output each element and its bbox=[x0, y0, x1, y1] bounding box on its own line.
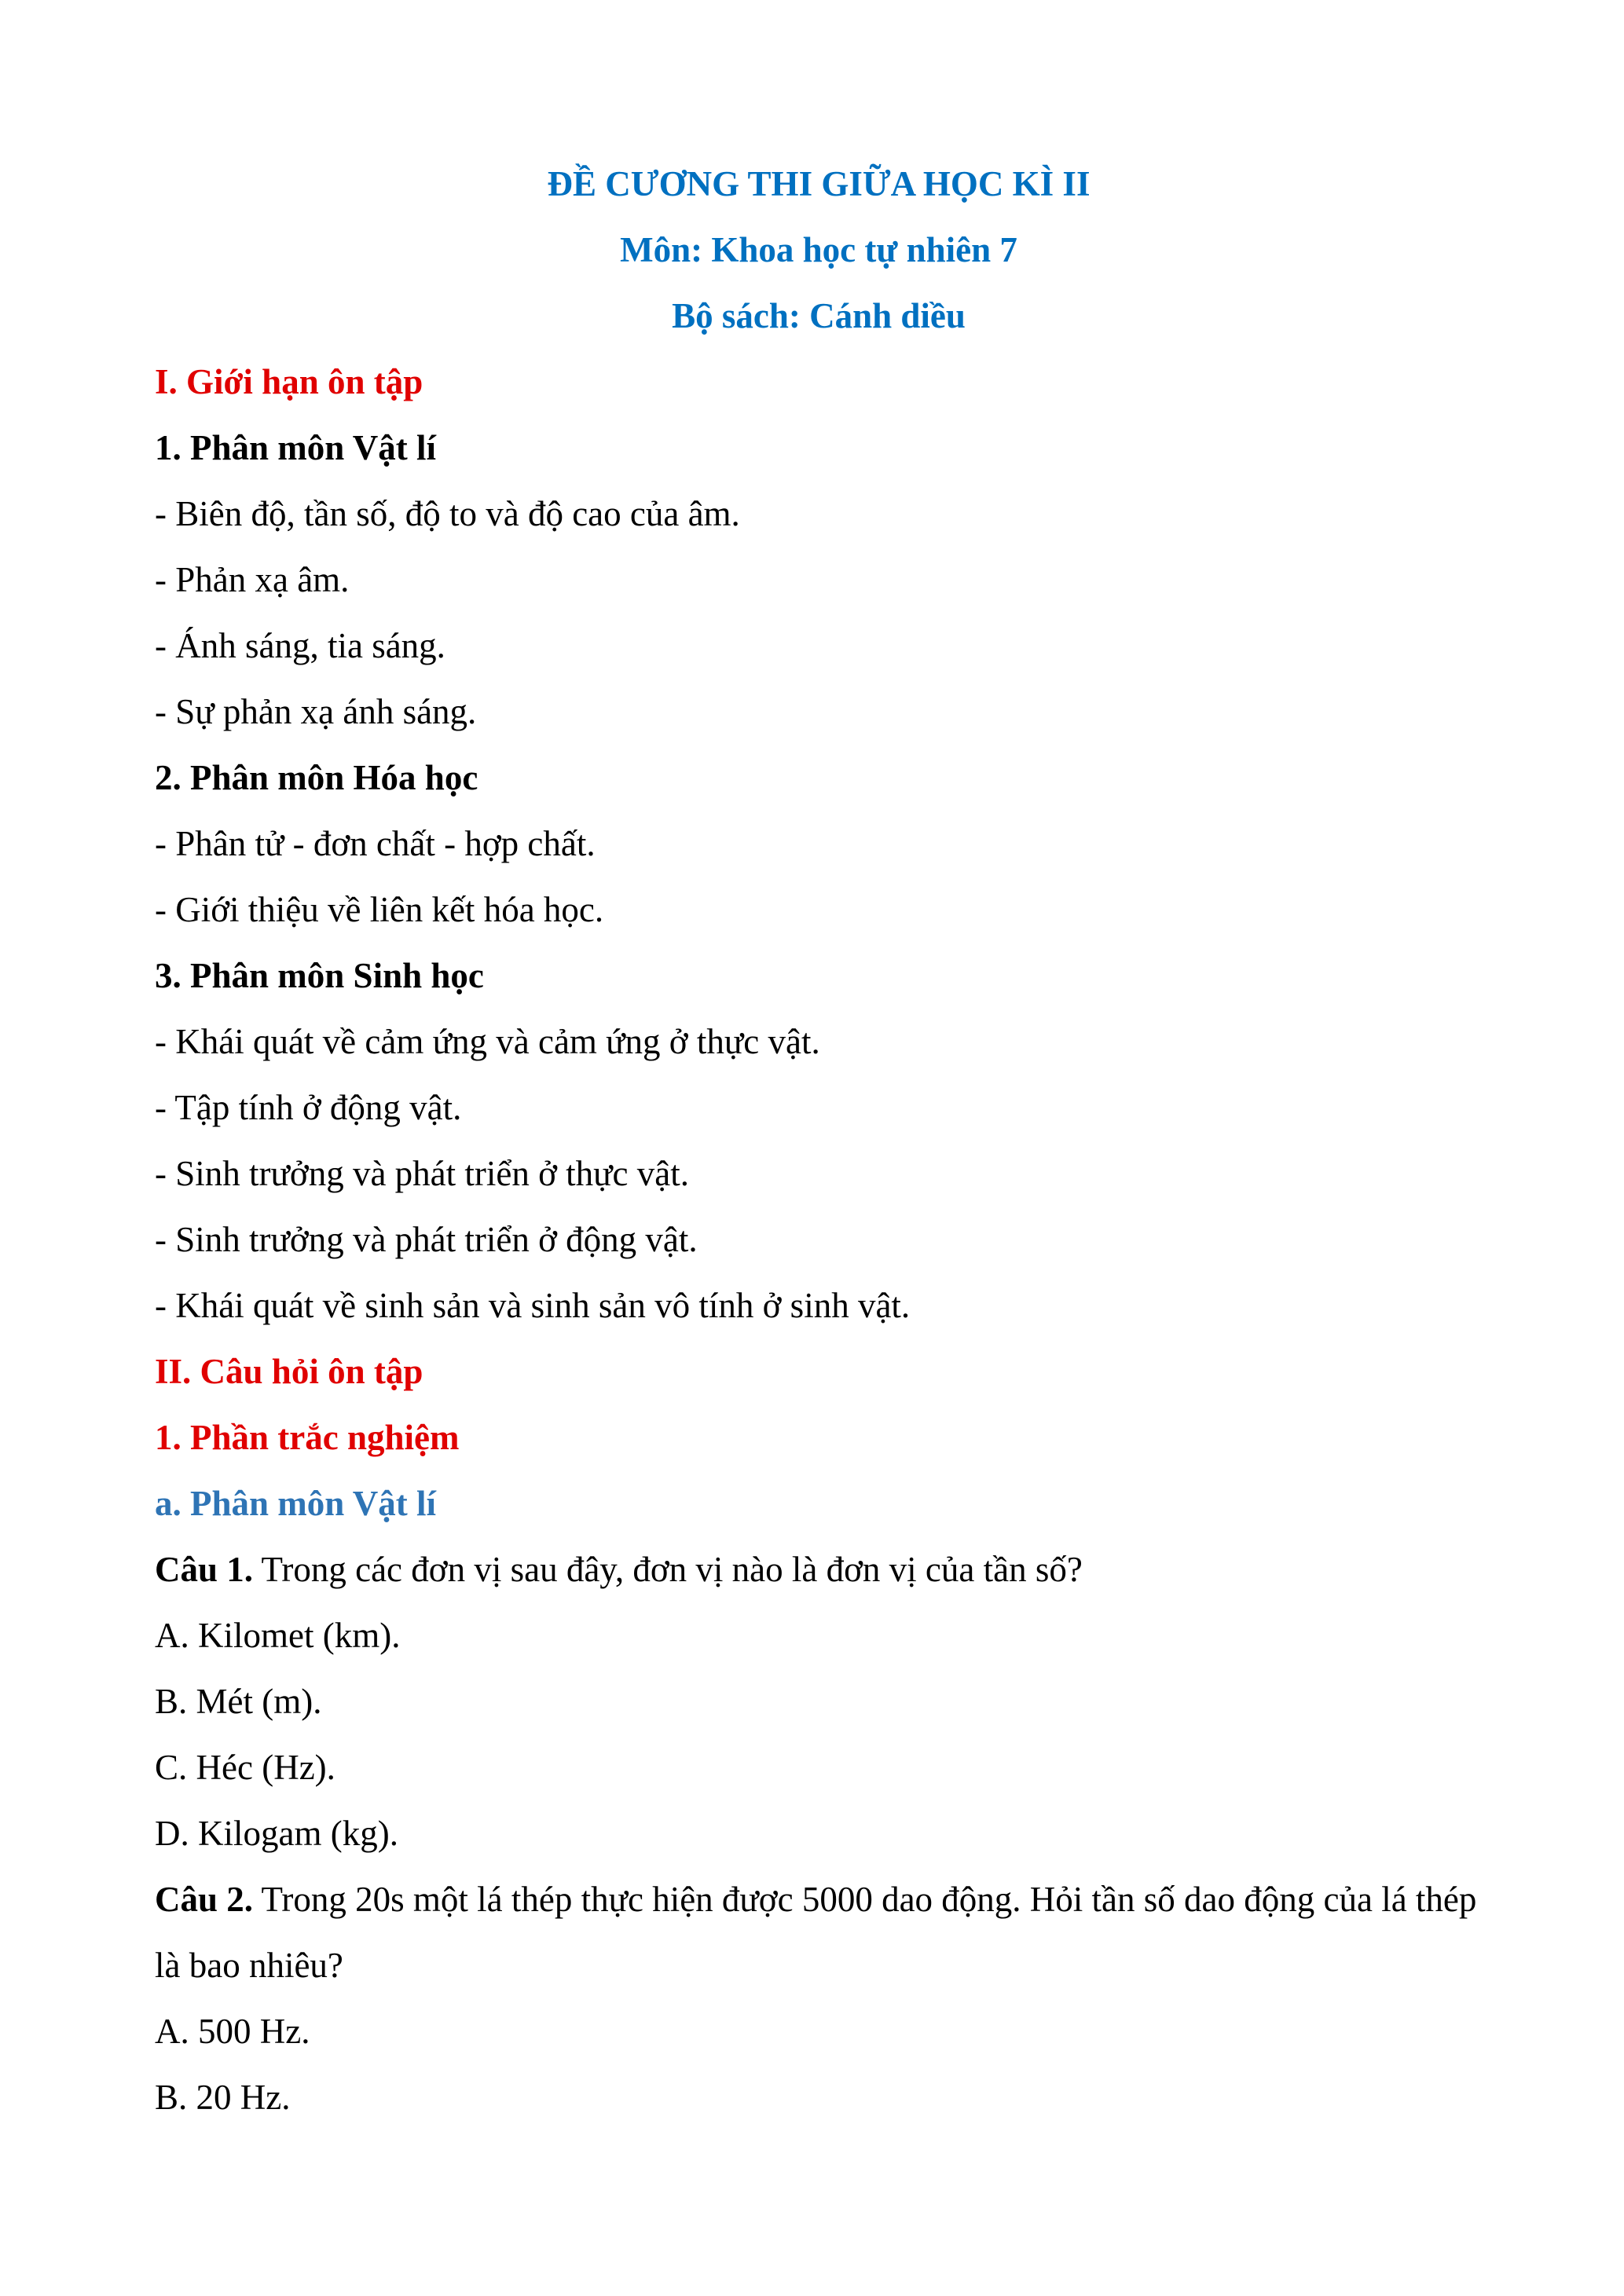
section-2-heading: II. Câu hỏi ôn tập bbox=[155, 1352, 423, 1391]
answer-option: C. Héc (Hz). bbox=[155, 1748, 335, 1787]
list-item: - Giới thiệu về liên kết hóa học. bbox=[155, 890, 604, 929]
biology-heading: 3. Phân môn Sinh học bbox=[155, 956, 484, 995]
document-title: ĐỀ CƯƠNG THI GIỮA HỌC KÌ II bbox=[547, 164, 1091, 203]
list-item: - Biên độ, tần số, độ to và độ cao của âm. bbox=[155, 494, 740, 533]
question-text: Trong 20s một lá thép thực hiện được 5000 dao động. Hỏi tần số dao động của lá thép là bao nhiêu? bbox=[155, 1880, 1477, 1985]
list-item: - Sinh trưởng và phát triển ở thực vật. bbox=[155, 1154, 689, 1193]
list-item: - Khái quát về sinh sản và sinh sản vô tính ở sinh vật. bbox=[155, 1286, 911, 1325]
book-line: Bộ sách: Cánh diều bbox=[672, 296, 966, 335]
question-number: Câu 1. bbox=[155, 1550, 254, 1589]
question-text: Trong các đơn vị sau đây, đơn vị nào là đơn vị của tần số? bbox=[253, 1550, 1083, 1589]
question-number: Câu 2. bbox=[155, 1880, 254, 1919]
document-page bbox=[155, 151, 1483, 2130]
list-item: - Phản xạ âm. bbox=[155, 560, 350, 599]
question-2 bbox=[155, 1866, 1483, 1998]
chemistry-heading: 2. Phân môn Hóa học bbox=[155, 758, 478, 797]
answer-option: B. 20 Hz. bbox=[155, 2078, 291, 2117]
list-item: - Ánh sáng, tia sáng. bbox=[155, 626, 445, 665]
subject-line: Môn: Khoa học tự nhiên 7 bbox=[620, 230, 1017, 269]
part-1-heading: 1. Phần trắc nghiệm bbox=[155, 1418, 460, 1457]
physics-heading: 1. Phân môn Vật lí bbox=[155, 428, 436, 467]
subpart-a-heading: a. Phân môn Vật lí bbox=[155, 1484, 436, 1523]
answer-option: B. Mét (m). bbox=[155, 1682, 322, 1721]
list-item: - Sự phản xạ ánh sáng. bbox=[155, 692, 477, 731]
answer-option: D. Kilogam (kg). bbox=[155, 1814, 398, 1853]
answer-option: A. Kilomet (km). bbox=[155, 1616, 401, 1655]
answer-option: A. 500 Hz. bbox=[155, 2012, 310, 2051]
list-item: - Khái quát về cảm ứng và cảm ứng ở thực vật. bbox=[155, 1022, 820, 1061]
question-1 bbox=[155, 1536, 1483, 1602]
list-item: - Sinh trưởng và phát triển ở động vật. bbox=[155, 1220, 698, 1259]
section-1-heading: I. Giới hạn ôn tập bbox=[155, 362, 423, 401]
list-item: - Tập tính ở động vật. bbox=[155, 1088, 462, 1127]
list-item: - Phân tử - đơn chất - hợp chất. bbox=[155, 824, 596, 863]
